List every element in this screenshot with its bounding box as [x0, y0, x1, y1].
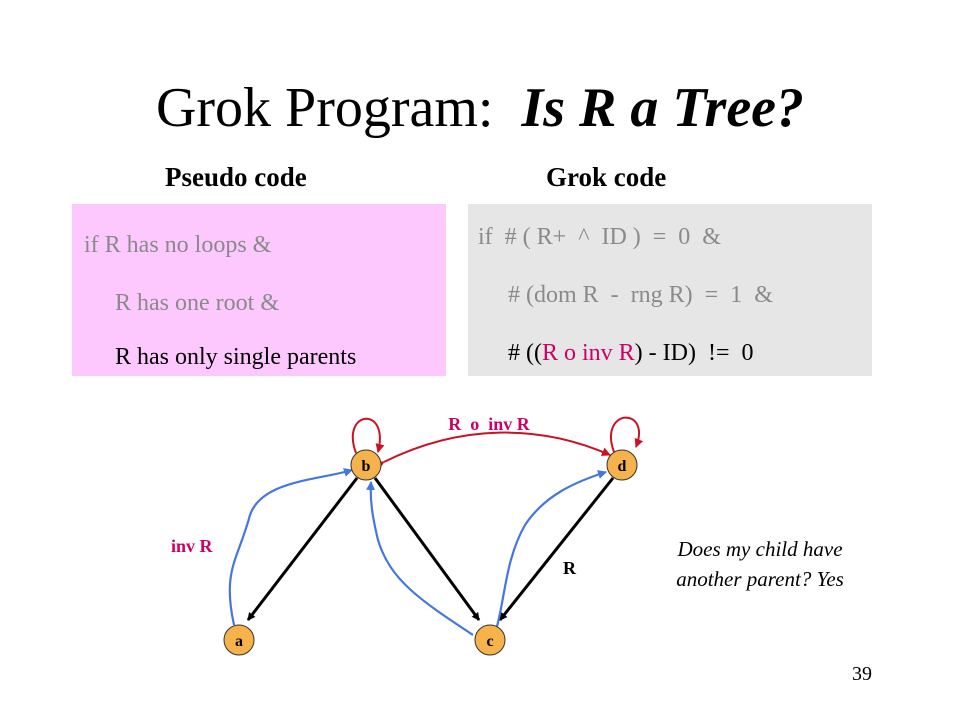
grok-line-3-highlight: R o inv R — [541, 340, 635, 366]
node-d — [607, 450, 637, 480]
node-a-label: a — [235, 633, 243, 650]
grok-code-heading: Grok code — [546, 162, 667, 192]
caption — [640, 534, 880, 595]
loop-b — [353, 419, 380, 453]
grok-line-3-pre: # (( — [508, 340, 542, 366]
label-r-o-inv-r: R o inv R — [448, 414, 530, 434]
pseudo-line-1: if R has no loops & — [84, 232, 272, 258]
grok-line-1: if # ( R+ ^ ID ) = 0 & — [478, 224, 721, 250]
pseudo-line-3: R has only single parents — [115, 344, 357, 370]
edge-b-a — [248, 478, 357, 620]
page-number: 39 — [852, 663, 872, 685]
node-b — [351, 450, 381, 480]
node-b-label: b — [361, 458, 371, 475]
title-emphasis: Is R a Tree? — [521, 77, 805, 139]
edge-b-c — [375, 478, 479, 620]
grok-line-3-post: ) - ID) != 0 — [634, 340, 754, 366]
inv-edge-a-b — [230, 470, 352, 625]
caption-line-2: another parent? Yes — [676, 567, 844, 592]
pseudo-line-2: R has one root & — [115, 290, 279, 316]
node-c-label: c — [486, 633, 494, 650]
grok-line-2: # (dom R - rng R) = 1 & — [508, 282, 773, 308]
r-o-inv-r-arc — [384, 433, 610, 462]
label-inv-r: inv R — [171, 536, 213, 556]
edge-d-c — [500, 478, 613, 620]
label-r: R — [563, 558, 576, 578]
node-c — [475, 625, 505, 655]
inv-edge-c-b — [371, 482, 473, 635]
node-a — [224, 625, 254, 655]
pseudo-code-heading: Pseudo code — [165, 162, 307, 192]
loop-d — [611, 418, 639, 452]
node-d-label: d — [617, 458, 627, 475]
title-main: Grok Program: — [155, 77, 494, 139]
caption-line-1: Does my child have — [677, 537, 843, 561]
